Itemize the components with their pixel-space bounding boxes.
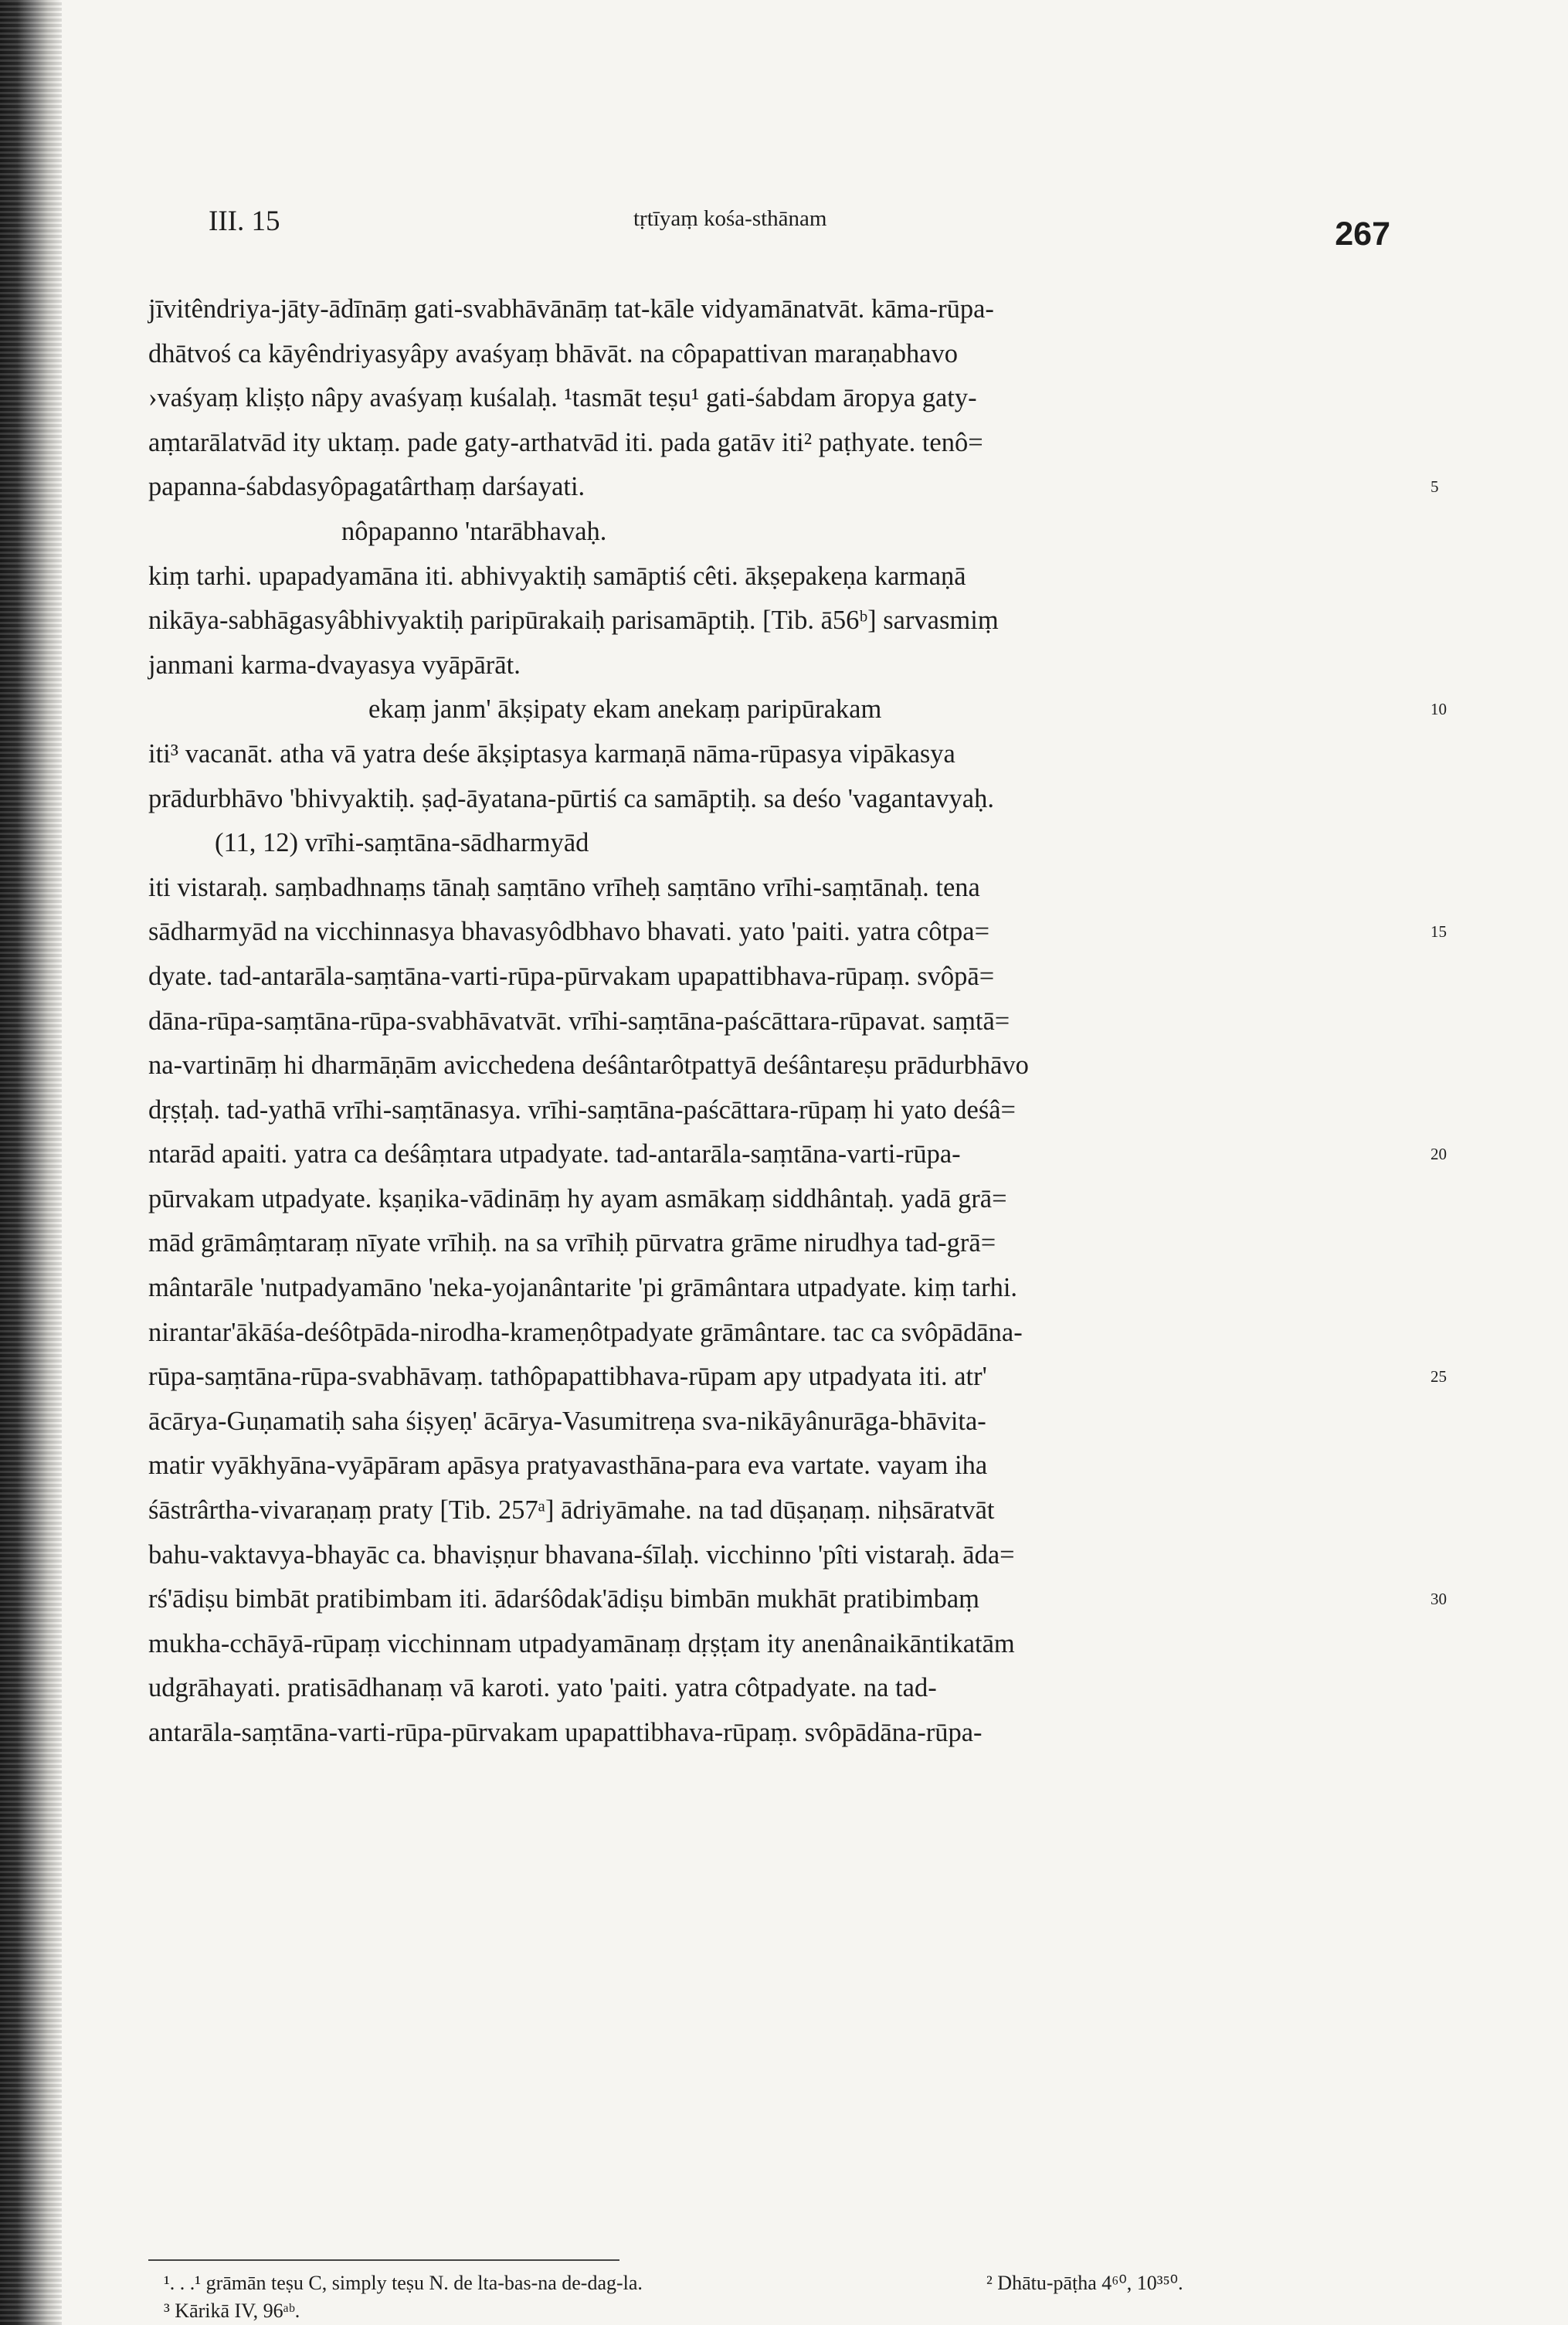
line-text: ekaṃ janm' ākṣipaty ekam anekaṃ paripūrakam [368, 694, 882, 725]
text-line [148, 1400, 1392, 1444]
line-number: 15 [1431, 922, 1447, 942]
text-line [148, 732, 1392, 777]
page-number: 267 [1335, 216, 1390, 253]
line-text: nirantar'ākāśa-deśôtpāda-nirodha-krameṇôtpadyate grāmântare. tac ca svôpādāna- [148, 1317, 1023, 1347]
text-line [148, 1622, 1392, 1667]
text-line [148, 643, 1392, 688]
line-text: dāna-rūpa-saṃtāna-rūpa-svabhāvatvāt. vrīhi-saṃtāna-paścāttara-rūpavat. saṃtā= [148, 1006, 1010, 1036]
line-text: antarāla-saṃtāna-varti-rūpa-pūrvakam upapattibhava-rūpaṃ. svôpādāna-rūpa- [148, 1718, 983, 1747]
text-line [148, 821, 1392, 866]
footnote-text: ³ Kārikā IV, 96ᵃᵇ. [164, 2300, 300, 2322]
text-line [148, 1488, 1392, 1533]
line-text: ›vaśyaṃ kliṣṭo nâpy avaśyaṃ kuśalaḥ. ¹tasmāt teṣu¹ gati-śabdam āropya gaty- [148, 383, 977, 413]
line-text: papanna-śabdasyôpagatârthaṃ darśayati. [148, 472, 585, 502]
text-line [148, 1444, 1392, 1488]
text-line [148, 687, 1447, 732]
footnote-text: ¹. . .¹ grāmān teṣu C, simply teṣu N. de lta-bas-na de-dag-la. [164, 2272, 643, 2294]
line-text: iti vistaraḥ. saṃbadhnaṃs tānaḥ saṃtāno vrīheḥ saṃtāno vrīhi-saṃtānaḥ. tena [148, 872, 980, 902]
line-text: iti³ vacanāt. atha vā yatra deśe ākṣiptasya karmaṇā nāma-rūpasya vipākasya [148, 738, 955, 769]
text-line [148, 1666, 1392, 1711]
line-text: udgrāhayati. pratisādhanaṃ vā karoti. yato 'paiti. yatra côtpadyate. na tad- [148, 1673, 937, 1703]
line-number: 30 [1431, 1590, 1447, 1609]
text-line [148, 1088, 1392, 1133]
text-line [148, 1311, 1392, 1356]
line-text: bahu-vaktavya-bhayāc ca. bhaviṣṇur bhavana-śīlaḥ. vicchinno 'pîti vistaraḥ. āda= [148, 1539, 1015, 1570]
text-line [148, 1577, 1447, 1622]
line-text: sādharmyād na vicchinnasya bhavasyôdbhavo bhavati. yato 'paiti. yatra côtpa= [148, 917, 990, 947]
line-text: janmani karma-dvayasya vyāpārāt. [148, 650, 521, 680]
text-line [148, 1000, 1392, 1044]
text-line [148, 510, 1392, 555]
footnotes [148, 2269, 1392, 2325]
line-text: (11, 12) vrīhi-saṃtāna-sādharmyād [215, 828, 589, 858]
text-line [148, 1266, 1392, 1311]
line-number: 25 [1431, 1367, 1447, 1387]
line-text: matir vyākhyāna-vyāpāram apāsya pratyavasthāna-para eva vartate. vayam iha [148, 1451, 988, 1481]
line-text: rś'ādiṣu bimbāt pratibimbam iti. ādarśôdak'ādiṣu bimbān mukhāt pratibimbaṃ [148, 1584, 979, 1614]
line-text: mukha-cchāyā-rūpaṃ vicchinnam utpadyamānaṃ dṛṣṭam ity anenânaikāntikatām [148, 1628, 1015, 1658]
footnote-row [148, 2297, 1392, 2325]
text-line [148, 1132, 1447, 1177]
line-text: mântarāle 'nutpadyamāno 'neka-yojanântarite 'pi grāmântara utpadyate. kiṃ tarhi. [148, 1273, 1018, 1303]
text-line [148, 866, 1392, 911]
line-text: nikāya-sabhāgasyâbhivyaktiḥ paripūrakaiḥ parisamāptiḥ. [Tib. ā56ᵇ] sarvasmiṃ [148, 606, 999, 636]
text-line [148, 376, 1392, 421]
text-line [148, 1711, 1392, 1756]
line-number: 10 [1431, 700, 1447, 719]
text-line [148, 465, 1439, 510]
line-text: dṛṣṭaḥ. tad-yathā vrīhi-saṃtānasya. vrīhi-saṃtāna-paścāttara-rūpaṃ hi yato deśâ= [148, 1095, 1016, 1125]
line-text: dyate. tad-antarāla-saṃtāna-varti-rūpa-pūrvakam upapattibhava-rūpaṃ. svôpā= [148, 961, 995, 991]
text-line [148, 332, 1392, 377]
footnote-row [148, 2269, 1392, 2297]
text-line [148, 1355, 1447, 1400]
line-text: prādurbhāvo 'bhivyaktiḥ. ṣaḍ-āyatana-pūrtiś ca samāptiḥ. sa deśo 'vagantavyaḥ. [148, 783, 994, 813]
line-text: ntarād apaiti. yatra ca deśâṃtara utpadyate. tad-antarāla-saṃtāna-varti-rūpa- [148, 1139, 961, 1169]
line-text: kiṃ tarhi. upapadyamāna iti. abhivyaktiḥ samāptiś cêti. ākṣepakeṇa karmaṇā [148, 561, 966, 591]
line-text: jīvitêndriya-jāty-ādīnāṃ gati-svabhāvānāṃ tat-kāle vidyamānatvāt. kāma-rūpa- [148, 294, 994, 324]
line-text: nôpapanno 'ntarābhavaḥ. [341, 516, 607, 546]
scanned-binding-edge [0, 0, 62, 2325]
line-text: pūrvakam utpadyate. kṣaṇika-vādināṃ hy ayam asmākaṃ siddhântaḥ. yadā grā= [148, 1183, 1007, 1213]
text-line [148, 287, 1392, 332]
text-line [148, 1044, 1392, 1088]
line-text: dhātvoś ca kāyêndriyasyâpy avaśyaṃ bhāvāt. na côpapattivan maraṇabhavo [148, 338, 959, 368]
line-text: mād grāmâṃtaraṃ nīyate vrīhiḥ. na sa vrīhiḥ pūrvatra grāme nirudhya tad-grā= [148, 1228, 996, 1258]
text-line [148, 555, 1392, 599]
line-text: aṃtarālatvād ity uktaṃ. pade gaty-arthatvād iti. pada gatāv iti² paṭhyate. tenô= [148, 427, 983, 457]
text-line [148, 1533, 1392, 1578]
line-text: śāstrârtha-vivaraṇaṃ praty [Tib. 257ᵃ] ādriyāmahe. na tad dūṣaṇaṃ. niḥsāratvāt [148, 1495, 995, 1526]
line-text: rūpa-saṃtāna-rūpa-svabhāvaṃ. tathôpapattibhava-rūpam apy utpadyata iti. atr' [148, 1362, 987, 1392]
text-line [148, 910, 1447, 955]
footnote-text: ² Dhātu-pāṭha 4⁶⁰, 10³⁵⁰. [986, 2272, 1183, 2294]
line-text: na-vartināṃ hi dharmāṇām avicchedena deśântarôtpattyā deśântareṣu prādurbhāvo [148, 1050, 1029, 1081]
text-line [148, 599, 1392, 643]
text-line [148, 421, 1392, 466]
running-header [209, 197, 1390, 259]
line-number: 5 [1431, 477, 1439, 497]
line-number: 20 [1431, 1145, 1447, 1164]
text-line [148, 955, 1392, 1000]
main-text-block [148, 287, 1447, 1756]
text-line [148, 1177, 1392, 1222]
section-reference: III. 15 [209, 205, 280, 237]
text-line [148, 777, 1392, 822]
running-title: tṛtīyaṃ kośa-sthānam [633, 206, 827, 231]
footnote-rule [148, 2259, 619, 2261]
line-text: ācārya-Guṇamatiḥ saha śiṣyeṇ' ācārya-Vasumitreṇa sva-nikāyânurāga-bhāvita- [148, 1406, 986, 1436]
text-line [148, 1221, 1392, 1266]
